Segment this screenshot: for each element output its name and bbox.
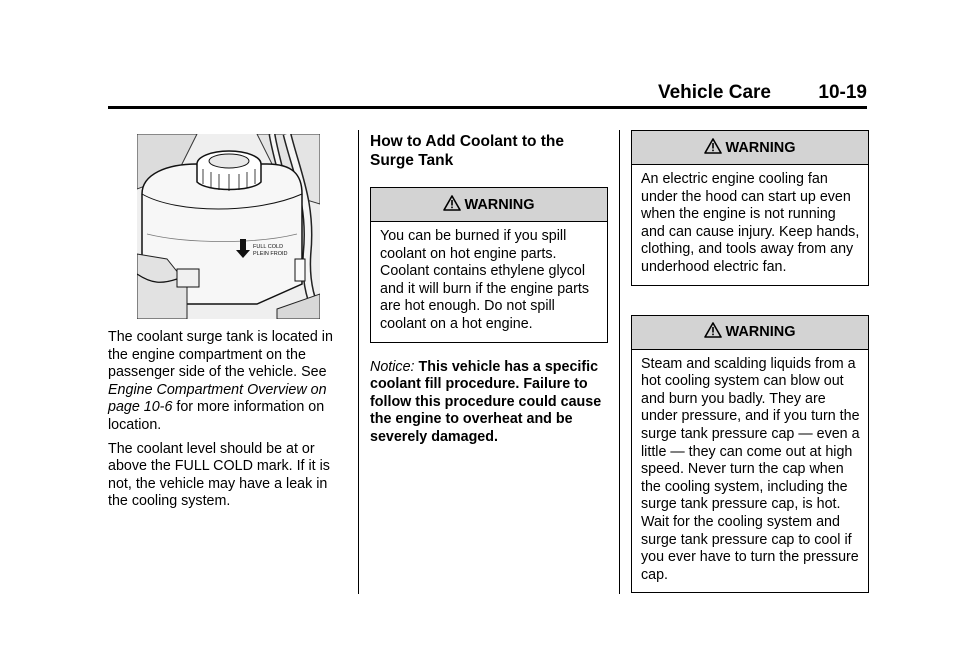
column-divider <box>358 130 359 594</box>
column-1 <box>108 130 346 511</box>
page-header <box>108 80 867 109</box>
column-divider <box>619 130 620 594</box>
warning-title: WARNING <box>725 324 796 341</box>
warning-box <box>370 187 608 343</box>
notice-paragraph <box>370 359 608 447</box>
section-title: Vehicle Care <box>657 82 771 103</box>
warning-header <box>371 188 607 222</box>
warning-triangle-icon <box>704 322 722 342</box>
section-heading: How to Add Coolant to the Surge Tank <box>370 133 564 169</box>
notice-label: Notice: <box>370 358 415 375</box>
warning-title: WARNING <box>464 196 535 213</box>
warning-text: Steam and scalding liquids from a hot cooling system can blow out and burn you badly. They are under pressure, and if you turn the surge tank pressure cap — even a little — they can come out at high speed. Never turn the cap when the cooling system, including the surge tank pressure cap, is hot. Wait for the cooling system and surge tank pressure cap to cool if you ever have to turn the pressure cap. <box>641 355 860 583</box>
warning-box <box>631 315 869 594</box>
plein-froid-label: PLEIN FROID <box>253 251 288 257</box>
warning-header <box>632 316 868 350</box>
warning-triangle-icon <box>704 138 722 158</box>
warning-header <box>632 131 868 165</box>
coolant-surge-tank-illustration <box>137 134 320 319</box>
warning-text: An electric engine cooling fan under the hood can start up even when the engine is not running and can cause injury. Keep hands, clothing, and tools away from any underhood electric fan. <box>641 171 860 275</box>
warning-box <box>631 130 869 286</box>
warning-triangle-icon <box>443 195 461 215</box>
column-3 <box>631 130 869 593</box>
engine-compartment-reference: Engine Compartment Overview on page 10-6 <box>108 381 327 416</box>
notice-text: This vehicle has a specific coolant fill procedure. Failure to follow this procedure could cause the engine to overheat and be severely damaged. <box>370 358 602 445</box>
column-2 <box>370 130 608 447</box>
full-cold-label: FULL COLD <box>253 244 284 250</box>
page-number: 10-19 <box>818 82 867 103</box>
coolant-level-paragraph: The coolant level should be at or above the FULL COLD mark. If it is not, the vehicle may have a leak in the cooling system. <box>108 440 330 510</box>
warning-text: You can be burned if you spill coolant on hot engine parts. Coolant contains ethylene glycol and it will burn if the engine parts are hot enough. Do not spill coolant on a hot engine. <box>380 228 590 332</box>
warning-title: WARNING <box>725 139 796 156</box>
surge-tank-location-paragraph: The coolant surge tank is located in the engine compartment on the passenger side of the vehicle. See Engine Compartment Overview on page 10-6 for more information on location. <box>108 329 333 433</box>
engine-illustration-svg <box>137 134 320 319</box>
